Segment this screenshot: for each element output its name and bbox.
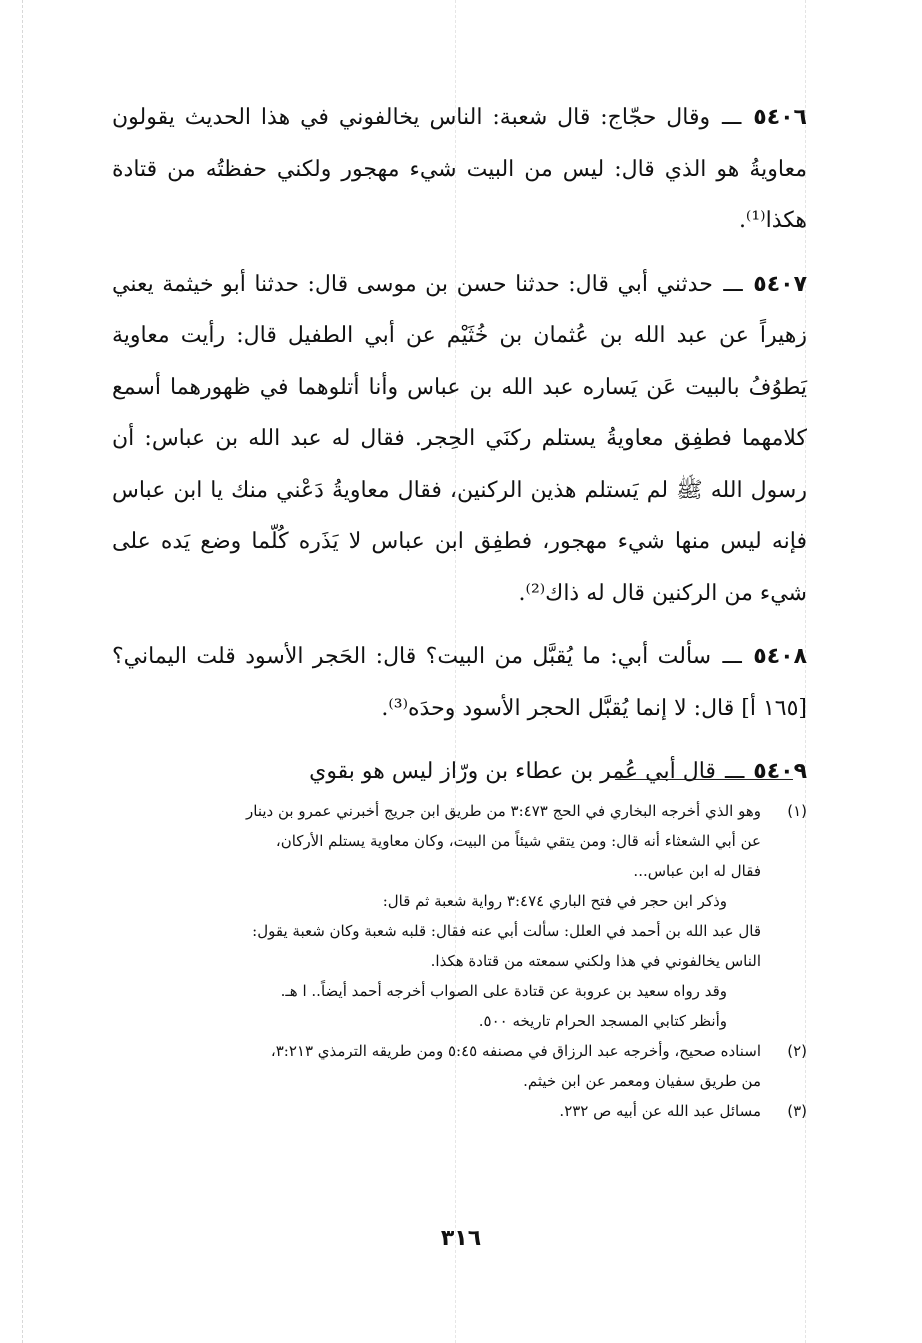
- footnote-line: فقال له ابن عباس...: [633, 862, 761, 880]
- footnote-marker: (٢): [787, 1042, 807, 1060]
- entry-number: ٥٤٠٨: [753, 644, 808, 669]
- entry-text: سألت أبي: ما يُقبَّل من البيت؟ قال: الحَجر الأسود قلت اليماني؟ [١٦٥ أ] قال: لا إنما يُقبَّل الحجر الأسود وحدَه⁽³⁾.: [112, 644, 807, 721]
- footnote-line: وذكر ابن حجر في فتح الباري ٣:٤٧٤ رواية شعبة ثم قال:: [382, 892, 727, 910]
- footnote-1: [112, 796, 807, 1036]
- page-number: ٣١٦: [440, 1226, 482, 1251]
- entry-5409: [112, 746, 807, 798]
- footnote-line: وقد رواه سعيد بن عروبة عن قتادة على الصواب أخرجه أحمد أيضاً.. ا هـ.: [280, 982, 727, 1000]
- footnote-line: وأنظر كتابي المسجد الحرام تاريخه ٥٠٠.: [478, 1012, 727, 1030]
- footnote-2: [112, 1036, 807, 1096]
- footnotes: [112, 796, 807, 1126]
- entry-dash: ـــ: [724, 759, 745, 784]
- entry-text: حدثني أبي قال: حدثنا حسن بن موسى قال: حدثنا أبو خيثمة يعني زهيراً عن عبد الله بن عُثمان بن خُثَيْم عن أبي الطفيل قال: رأيت معاوية يَطوُفُ بالبيت عَن يَساره عبد الله بن عباس وأنا أتلوهما في ظهورهما أسمع كلامهما فطفِق معاويةُ يستلم ركنَي الحِجر. فقال له عبد الله بن عباس: أن رسول الله ﷺ لم يَستلم هذين الركنين، فقال معاويةُ دَعْني منك يا ابن عباس فإنه ليس منها شيء مهجور، فطفِق ابن عباس لا يَذَره كُلّما وضع يَده على شيء من الركنين قال له ذاك⁽²⁾.: [112, 271, 807, 606]
- footnote-marker: (١): [787, 802, 807, 820]
- footnote-line: من طريق سفيان ومعمر عن ابن خيثم.: [523, 1072, 761, 1090]
- entry-number: ٥٤٠٦: [753, 105, 807, 130]
- footnote-line: اسناده صحيح، وأخرجه عبد الرزاق في مصنفه ٥:٤٥ ومن طريقه الترمذي ٣:٢١٣،: [270, 1042, 761, 1060]
- scan-artifact-line: [22, 0, 23, 1343]
- footnote-line: عن أبي الشعثاء أنه قال: ومن يتقي شيئاً من البيت، وكان معاوية يستلم الأركان،: [275, 832, 761, 850]
- entry-text: وقال حجّاج: قال شعبة: الناس يخالفوني في هذا الحديث يقولون معاويةُ هو الذي قال: ليس من البيت شيء مهجور ولكني حفظتُه من قتادة هكذا⁽¹⁾.: [112, 105, 807, 233]
- footnote-line: وهو الذي أخرجه البخاري في الحج ٣:٤٧٣ من طريق ابن جريج أخبرني عمرو بن دينار: [246, 802, 761, 820]
- entry-dash: ـــ: [723, 271, 743, 297]
- entry-5407: [112, 259, 807, 620]
- footnote-body: [112, 1096, 761, 1126]
- entry-dash: ـــ: [722, 644, 742, 669]
- footnote-marker: (٣): [787, 1102, 807, 1120]
- main-text: [112, 92, 807, 810]
- entry-dash: ـــ: [722, 105, 742, 130]
- footnote-3: [112, 1096, 807, 1126]
- footnote-line: مسائل عبد الله عن أبيه ص ٢٣٢.: [559, 1102, 761, 1120]
- footnote-body: [112, 1036, 761, 1096]
- footnote-line: الناس يخالفوني في هذا ولكني سمعته من قتادة هكذا.: [430, 952, 761, 970]
- footnote-separator: [615, 779, 793, 780]
- entry-5408: [112, 631, 807, 734]
- entry-number: ٥٤٠٩: [753, 759, 807, 784]
- entry-5406: [112, 92, 807, 247]
- entry-number: ٥٤٠٧: [753, 271, 808, 297]
- footnote-line: قال عبد الله بن أحمد في العلل: سألت أبي عنه فقال: قلبه شعبة وكان شعبة يقول:: [252, 922, 761, 940]
- entry-text: قال أبي عُمر بن عطاء بن ورّاز ليس هو بقوي: [309, 759, 716, 784]
- footnote-body: [112, 796, 761, 1036]
